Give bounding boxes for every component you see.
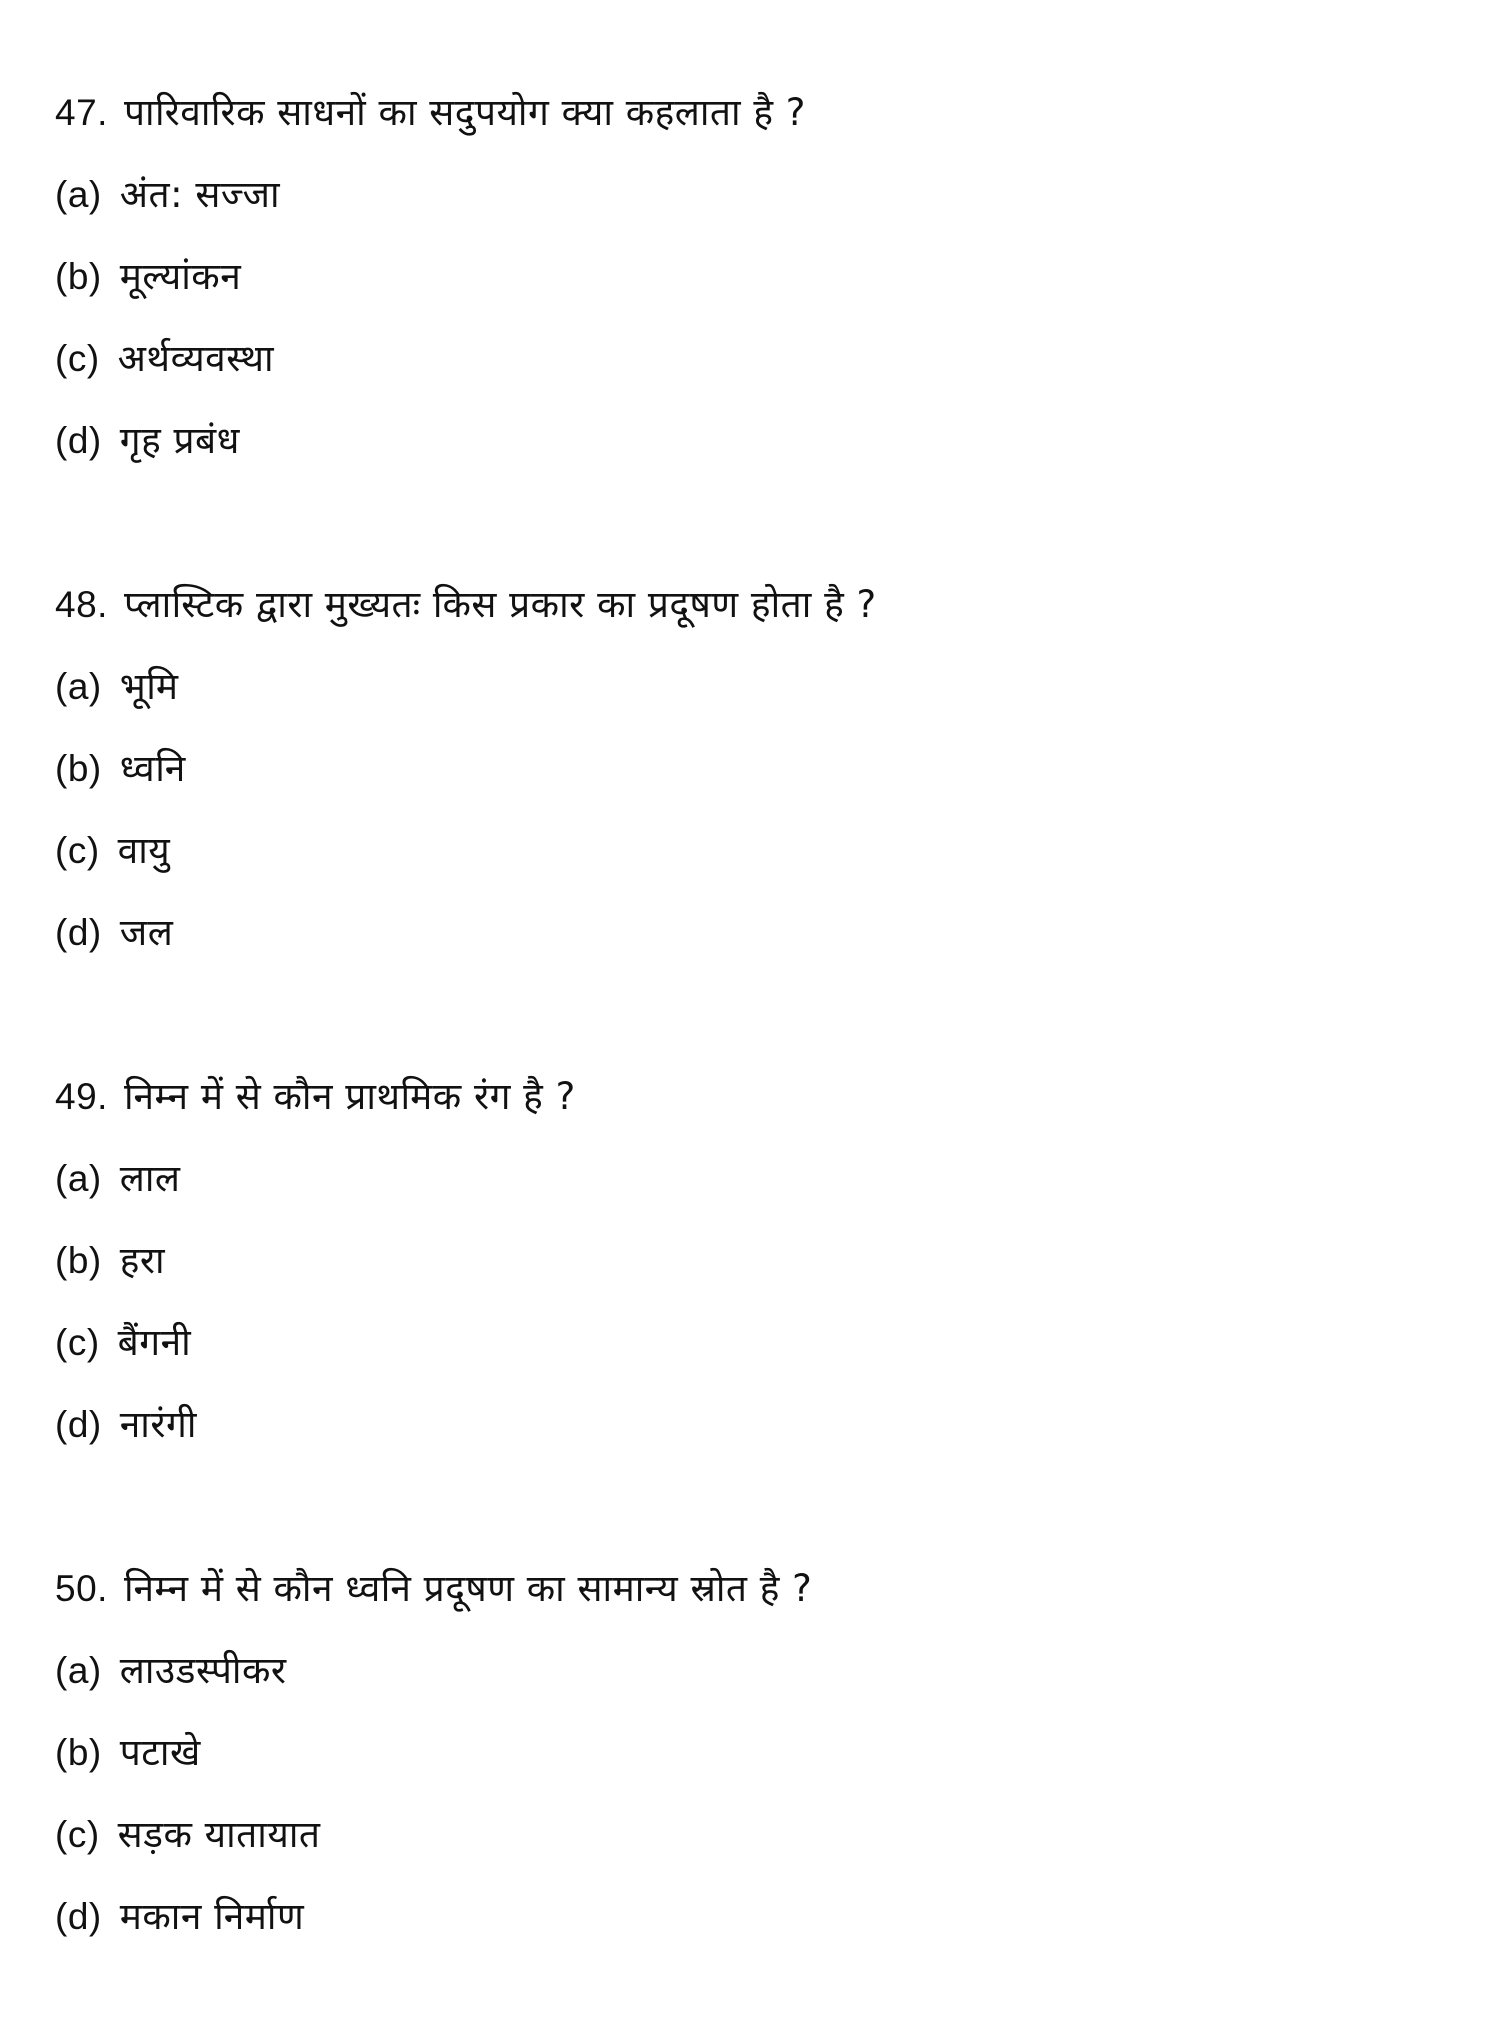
question-line [55, 564, 1455, 646]
option-text: भूमि [119, 665, 179, 708]
question-49 [55, 1056, 1455, 1466]
option-b [55, 1220, 1455, 1302]
option-a [55, 1138, 1455, 1220]
question-line [55, 72, 1455, 154]
option-label: (d) [55, 420, 102, 461]
option-d [55, 892, 1455, 974]
option-text: बैंगनी [117, 1321, 192, 1364]
option-a [55, 646, 1455, 728]
question-number: 47. [55, 92, 108, 133]
option-b [55, 1712, 1455, 1794]
option-text: मकान निर्माण [119, 1895, 305, 1938]
option-text: अर्थव्यवस्था [117, 337, 275, 380]
option-c [55, 1794, 1455, 1876]
option-label: (b) [55, 1240, 102, 1281]
option-text: वायु [117, 829, 171, 872]
question-number: 48. [55, 584, 108, 625]
option-text: पटाखे [119, 1731, 201, 1774]
option-c [55, 1302, 1455, 1384]
option-text: लाल [119, 1157, 181, 1200]
option-text: नारंगी [119, 1403, 197, 1446]
question-text: प्लास्टिक द्वारा मुख्यतः किस प्रकार का प्रदूषण होता है ? [123, 583, 877, 626]
option-label: (c) [55, 338, 100, 379]
question-text: पारिवारिक साधनों का सदुपयोग क्या कहलाता है ? [123, 91, 806, 134]
option-text: जल [119, 911, 174, 954]
option-text: लाउडस्पीकर [119, 1649, 287, 1692]
option-b [55, 236, 1455, 318]
option-label: (d) [55, 1896, 102, 1937]
option-label: (b) [55, 256, 102, 297]
question-50 [55, 1548, 1455, 1958]
option-label: (b) [55, 748, 102, 789]
option-b [55, 728, 1455, 810]
question-text: निम्न में से कौन प्राथमिक रंग है ? [123, 1075, 576, 1118]
option-label: (a) [55, 666, 102, 707]
option-text: सड़क यातायात [117, 1813, 321, 1856]
option-text: ध्वनि [119, 747, 186, 790]
option-label: (a) [55, 1158, 102, 1199]
option-d [55, 1384, 1455, 1466]
option-text: हरा [119, 1239, 166, 1282]
question-line [55, 1056, 1455, 1138]
option-c [55, 810, 1455, 892]
question-47 [55, 72, 1455, 482]
question-48 [55, 564, 1455, 974]
option-a [55, 154, 1455, 236]
option-label: (d) [55, 912, 102, 953]
question-line [55, 1548, 1455, 1630]
option-label: (b) [55, 1732, 102, 1773]
option-label: (c) [55, 1322, 100, 1363]
question-text: निम्न में से कौन ध्वनि प्रदूषण का सामान्य स्रोत है ? [123, 1567, 813, 1610]
option-c [55, 318, 1455, 400]
option-text: गृह प्रबंध [119, 419, 240, 462]
option-d [55, 1876, 1455, 1958]
option-d [55, 400, 1455, 482]
option-a [55, 1630, 1455, 1712]
question-number: 50. [55, 1568, 108, 1609]
question-number: 49. [55, 1076, 108, 1117]
option-label: (a) [55, 174, 102, 215]
option-label: (a) [55, 1650, 102, 1691]
option-label: (d) [55, 1404, 102, 1445]
option-label: (c) [55, 830, 100, 871]
option-label: (c) [55, 1814, 100, 1855]
option-text: अंत: सज्जा [119, 173, 281, 216]
option-text: मूल्यांकन [119, 255, 242, 298]
